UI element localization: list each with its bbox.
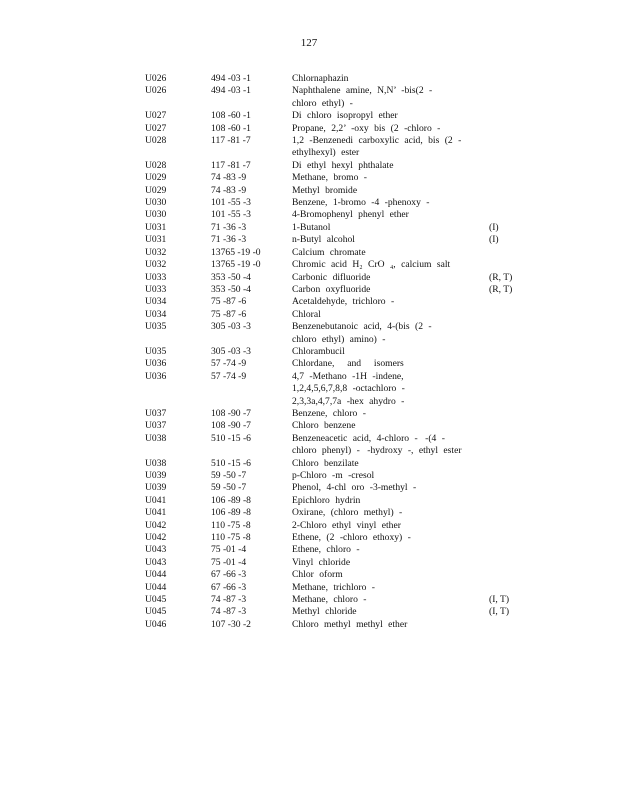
cas-number: 110 -75 -8 <box>211 532 251 544</box>
waste-code: U041 <box>145 507 167 519</box>
waste-code: U031 <box>145 221 167 233</box>
substance-name: Ethene, chloro - <box>292 544 360 556</box>
waste-code: U028 <box>145 159 167 171</box>
waste-code: U041 <box>145 494 167 506</box>
table-row <box>0 520 618 532</box>
cas-number: 101 -55 -3 <box>211 209 251 221</box>
waste-code: U032 <box>145 259 167 271</box>
substance-name: Propane, 2,2’ -oxy bis (2 -chloro - <box>292 122 441 134</box>
waste-code: U026 <box>145 73 167 84</box>
substance-name: Carbon oxyfluoride <box>292 283 371 295</box>
cas-number: 110 -75 -8 <box>211 519 251 531</box>
substance-name: Benzeneacetic acid, 4-chloro - -(4 - chloro phenyl) - -hydroxy -, ethyl ester <box>292 432 460 457</box>
table-row <box>0 557 618 569</box>
cas-number: 74 -83 -9 <box>211 184 247 196</box>
table-row <box>0 272 618 284</box>
table-row <box>0 507 618 519</box>
cas-number: 57 -74 -9 <box>211 358 247 370</box>
waste-code: U036 <box>145 358 167 370</box>
substance-name: n-Butyl alcohol <box>292 234 355 246</box>
cas-number: 67 -66 -3 <box>211 581 247 593</box>
cas-number: 108 -60 -1 <box>211 122 251 134</box>
waste-code: U037 <box>145 407 167 419</box>
cas-number: 108 -90 -7 <box>211 407 251 419</box>
substance-name: Chloro benzilate <box>292 457 359 469</box>
table-row <box>0 482 618 494</box>
table-row <box>0 247 618 259</box>
table-row <box>0 470 618 482</box>
substance-name: 4-Bromophenyl phenyl ether <box>292 209 409 221</box>
cas-number: 106 -89 -8 <box>211 494 251 506</box>
substance-name: Benzenebutanoic acid, 4-(bis (2 - chloro ethyl) amino) - <box>292 321 432 345</box>
table-row <box>0 433 618 458</box>
cas-number: 510 -15 -6 <box>211 432 251 444</box>
substance-name: 1,2 -Benzenedi carboxylic acid, bis (2 - ethylhexyl) ester <box>292 135 462 159</box>
table-row <box>0 222 618 234</box>
waste-code: U042 <box>145 519 167 531</box>
substance-name: 1-Butanol <box>292 221 331 233</box>
hazard-code: (I) <box>489 221 499 233</box>
substance-name: Chlor oform <box>292 569 343 581</box>
substance-name: Carbonic difluoride <box>292 271 371 283</box>
cas-number: 59 -50 -7 <box>211 470 247 481</box>
substance-name: p-Chloro -m -cresol <box>292 470 375 481</box>
substance-name: Acetaldehyde, trichloro - <box>292 296 395 308</box>
cas-number: 510 -15 -6 <box>211 457 251 469</box>
cas-number: 106 -89 -8 <box>211 507 251 519</box>
cas-number: 57 -74 -9 <box>211 370 247 382</box>
waste-code: U029 <box>145 184 167 196</box>
cas-number: 494 -03 -1 <box>211 85 251 97</box>
waste-code: U043 <box>145 544 167 556</box>
substance-name: Chloral <box>292 308 321 320</box>
waste-code: U036 <box>145 370 167 382</box>
cas-number: 353 -50 -4 <box>211 283 251 295</box>
waste-code: U045 <box>145 606 167 618</box>
table-row <box>0 110 618 122</box>
table-row <box>0 420 618 432</box>
waste-code: U038 <box>145 432 167 444</box>
waste-code: U030 <box>145 197 167 209</box>
waste-code: U039 <box>145 470 167 481</box>
waste-code: U044 <box>145 569 167 581</box>
substance-name: Naphthalene amine, N,N’ -bis(2 - chloro ethyl) - <box>292 85 433 109</box>
cas-number: 101 -55 -3 <box>211 197 251 209</box>
substance-name: Vinyl chloride <box>292 556 351 568</box>
table-row <box>0 569 618 581</box>
waste-code: U034 <box>145 296 167 308</box>
table-row <box>0 123 618 135</box>
waste-code: U029 <box>145 172 167 184</box>
table-row <box>0 185 618 197</box>
substance-name: Methyl bromide <box>292 184 358 196</box>
hazard-code: (I) <box>489 234 499 246</box>
table-row <box>0 160 618 172</box>
cas-number: 353 -50 -4 <box>211 271 251 283</box>
table-row <box>0 197 618 209</box>
table-row <box>0 495 618 507</box>
waste-code: U034 <box>145 308 167 320</box>
table-row <box>0 135 618 160</box>
waste-code: U043 <box>145 556 167 568</box>
substance-name: Oxirane, (chloro methyl) - <box>292 507 403 519</box>
waste-code: U028 <box>145 135 167 147</box>
substance-name: Chromic acid H₂ CrO ₄, calcium salt <box>292 259 451 271</box>
substance-name: Calcium chromate <box>292 246 366 258</box>
table-row <box>0 544 618 556</box>
substance-name: Methyl chloride <box>292 606 357 618</box>
table-row <box>0 296 618 308</box>
cas-number: 74 -87 -3 <box>211 594 247 606</box>
table-row <box>0 408 618 420</box>
page-number: 127 <box>300 37 318 49</box>
hazard-code: (R, T) <box>489 271 513 283</box>
substance-name: Chlornaphazin <box>292 73 349 84</box>
cas-number: 59 -50 -7 <box>211 482 247 494</box>
substance-name: Chloro benzene <box>292 420 356 432</box>
waste-code: U030 <box>145 209 167 221</box>
hazard-code: (I, T) <box>489 594 510 606</box>
table-row <box>0 259 618 271</box>
table-row <box>0 532 618 544</box>
table-row <box>0 321 618 346</box>
substance-name: Ethene, (2 -chloro ethoxy) - <box>292 532 411 544</box>
substance-name: Chlorambucil <box>292 345 345 357</box>
cas-number: 74 -87 -3 <box>211 606 247 618</box>
table-row <box>0 594 618 606</box>
cas-number: 305 -03 -3 <box>211 345 251 357</box>
substance-name: 2-Chloro ethyl vinyl ether <box>292 519 401 531</box>
waste-code: U032 <box>145 246 167 258</box>
table-row <box>0 371 618 408</box>
waste-code: U044 <box>145 581 167 593</box>
substance-name: Methane, chloro - <box>292 594 367 606</box>
table-row <box>0 582 618 594</box>
cas-number: 74 -83 -9 <box>211 172 247 184</box>
table-row <box>0 358 618 370</box>
substance-name: Benzene, chloro - <box>292 407 366 419</box>
cas-number: 117 -81 -7 <box>211 135 251 147</box>
waste-code: U027 <box>145 110 167 122</box>
table-row <box>0 346 618 358</box>
substance-name: 4,7 -Methano -1H -indene, 1,2,4,5,6,7,8,8 -octachloro - 2,3,3a,4,7,7a -hex ahydro - <box>292 370 405 407</box>
hazard-code: (I, T) <box>489 606 510 618</box>
waste-code: U033 <box>145 283 167 295</box>
substance-name: Epichloro hydrin <box>292 494 361 506</box>
substance-name: Methane, trichloro - <box>292 581 375 593</box>
substance-name: Chlordane, and isomers <box>292 358 389 370</box>
table-row <box>0 458 618 470</box>
waste-code: U042 <box>145 532 167 544</box>
waste-code: U026 <box>145 85 167 97</box>
table-row <box>0 619 618 631</box>
waste-code: U035 <box>145 345 167 357</box>
waste-code: U039 <box>145 482 167 494</box>
substance-name: Methane, bromo - <box>292 172 368 184</box>
substance-name: Chloro methyl methyl ether <box>292 618 408 630</box>
cas-number: 117 -81 -7 <box>211 159 251 171</box>
table-row <box>0 85 618 110</box>
waste-code: U046 <box>145 618 167 630</box>
waste-code: U038 <box>145 457 167 469</box>
cas-number: 107 -30 -2 <box>211 618 251 630</box>
table-row <box>0 209 618 221</box>
cas-number: 75 -87 -6 <box>211 296 247 308</box>
substance-name: Phenol, 4-chl oro -3-methyl - <box>292 482 417 494</box>
cas-number: 494 -03 -1 <box>211 73 251 84</box>
cas-number: 71 -36 -3 <box>211 234 247 246</box>
table-row <box>0 309 618 321</box>
cas-number: 75 -01 -4 <box>211 556 247 568</box>
cas-number: 108 -60 -1 <box>211 110 251 122</box>
cas-number: 67 -66 -3 <box>211 569 247 581</box>
substance-name: Di ethyl hexyl phthalate <box>292 159 394 171</box>
waste-code: U033 <box>145 271 167 283</box>
table-row <box>0 606 618 618</box>
waste-code: U045 <box>145 594 167 606</box>
cas-number: 305 -03 -3 <box>211 321 251 333</box>
substance-name: Di chloro isopropyl ether <box>292 110 398 122</box>
cas-number: 108 -90 -7 <box>211 420 251 432</box>
table-row <box>0 234 618 246</box>
waste-code: U035 <box>145 321 167 333</box>
table-row <box>0 73 618 85</box>
substance-name: Benzene, 1-bromo -4 -phenoxy - <box>292 197 430 209</box>
waste-code: U037 <box>145 420 167 432</box>
table-row <box>0 172 618 184</box>
hazardous-waste-table <box>0 73 618 631</box>
waste-code: U031 <box>145 234 167 246</box>
hazard-code: (R, T) <box>489 283 513 295</box>
table-row <box>0 284 618 296</box>
waste-code: U027 <box>145 122 167 134</box>
cas-number: 75 -01 -4 <box>211 544 247 556</box>
cas-number: 13765 -19 -0 <box>211 259 261 271</box>
cas-number: 75 -87 -6 <box>211 308 247 320</box>
cas-number: 13765 -19 -0 <box>211 246 261 258</box>
cas-number: 71 -36 -3 <box>211 221 247 233</box>
